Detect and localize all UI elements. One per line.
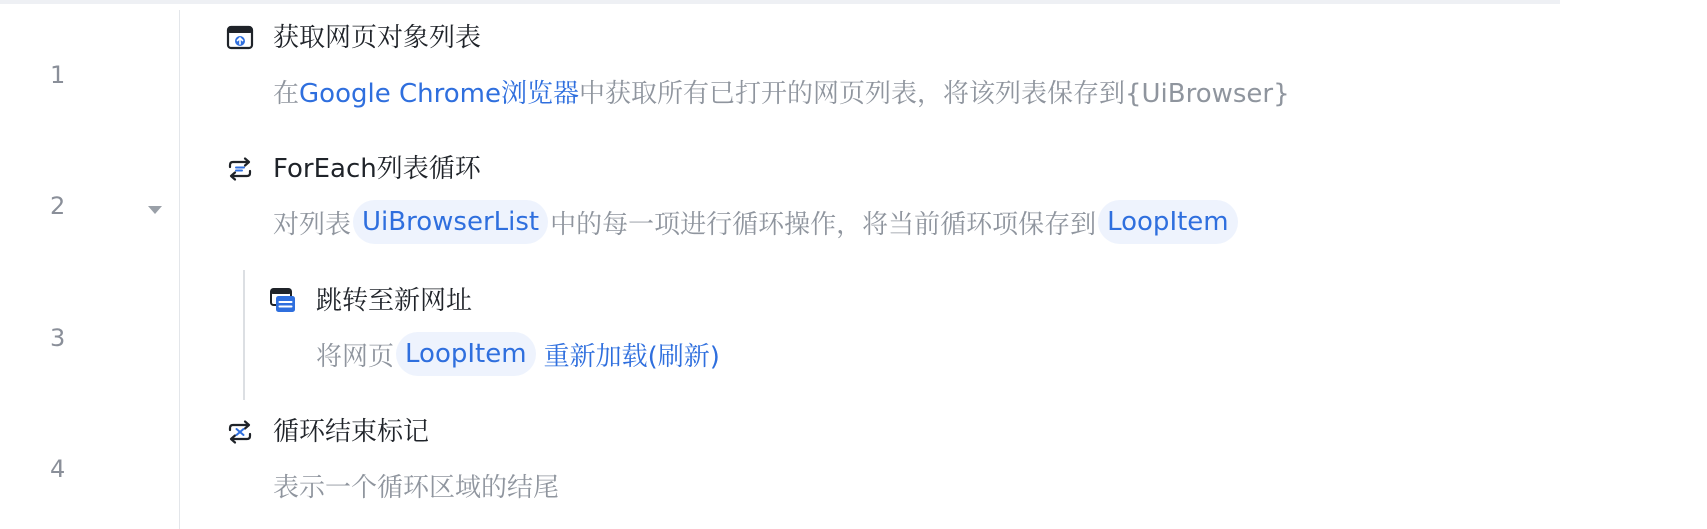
- step-title: 获取网页对象列表: [273, 23, 482, 53]
- step-row-1[interactable]: [0, 0, 1707, 130]
- step-row-4[interactable]: [0, 394, 1707, 524]
- variable-chip[interactable]: UiBrowserList: [353, 200, 548, 244]
- line-number: 1: [50, 61, 66, 89]
- step-title: ForEach列表循环: [273, 154, 481, 184]
- desc-text: 表示一个循环区域的结尾: [273, 472, 560, 503]
- line-number: 4: [50, 455, 66, 483]
- step-description: [273, 463, 559, 507]
- loop-end-icon: [226, 418, 254, 446]
- line-number: 2: [50, 192, 66, 220]
- desc-text: 将网页: [316, 341, 395, 372]
- reload-action-link[interactable]: 重新加载(刷新): [543, 341, 720, 372]
- step-row-3[interactable]: [0, 263, 1707, 393]
- desc-text: 中的每一项进行循环操作，将当前循环项保存到: [550, 209, 1097, 240]
- variable-chip[interactable]: LoopItem: [1098, 200, 1238, 244]
- step-title: 跳转至新网址: [316, 286, 473, 316]
- step-description: [273, 69, 1290, 113]
- step-title: 循环结束标记: [273, 417, 430, 447]
- collapse-caret-icon[interactable]: [146, 201, 164, 213]
- line-number: 3: [50, 324, 66, 352]
- step-row-2[interactable]: [0, 131, 1707, 261]
- browser-upload-icon: [226, 24, 254, 52]
- desc-text: 在: [273, 78, 300, 109]
- browser-type-link[interactable]: Google Chrome浏览器: [299, 78, 579, 109]
- step-description: [316, 332, 720, 376]
- browser-navigate-icon: [269, 287, 297, 315]
- loop-icon: [226, 155, 254, 183]
- desc-text: 中获取所有已打开的网页列表，将该列表保存到{UiBrowser}: [578, 78, 1290, 109]
- step-description: [273, 200, 1240, 244]
- variable-chip[interactable]: LoopItem: [396, 332, 536, 376]
- desc-text: 对列表: [273, 209, 352, 240]
